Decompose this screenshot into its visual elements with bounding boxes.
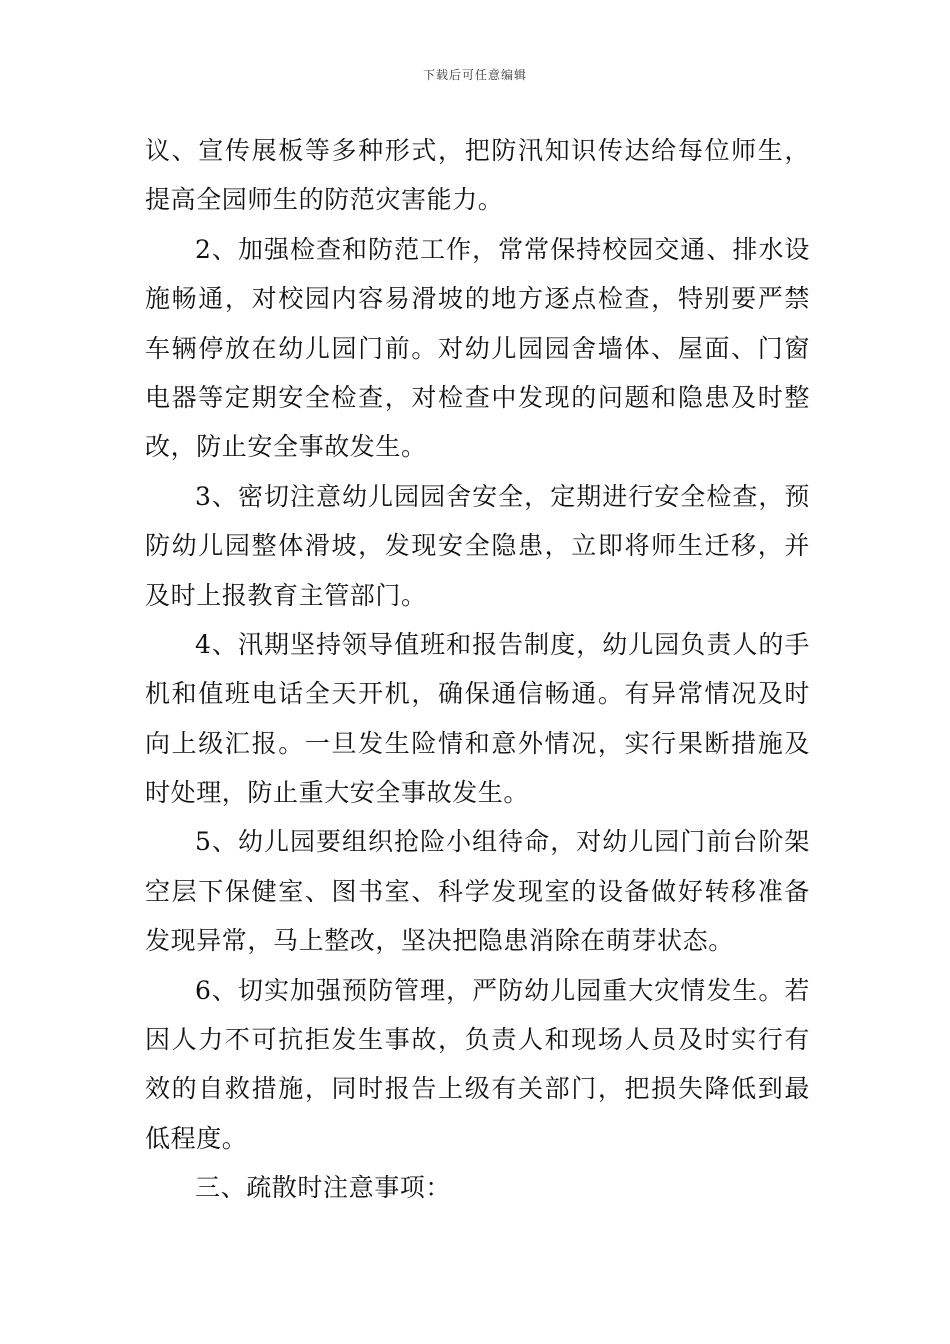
text-line: 改，防止安全事故发生。 (145, 432, 427, 462)
text-line: 三、疏散时注意事项： (195, 1173, 452, 1203)
text-line: 5、幼儿园要组织抢险小组待命，对幼儿园门前台阶架 (195, 827, 810, 857)
text-line: 低程度。 (145, 1123, 248, 1153)
text-line: 效的自救措施，同时报告上级有关部门，把损失降低到最 (145, 1074, 810, 1104)
text-line: 6、切实加强预防管理，严防幼儿园重大灾情发生。若 (195, 975, 810, 1005)
text-line: 4、汛期坚持领导值班和报告制度，幼儿园负责人的手 (195, 629, 810, 659)
document-body (145, 126, 810, 1213)
text-line: 提高全园师生的防范灾害能力。 (145, 185, 504, 215)
text-line: 因人力不可抗拒发生事故，负责人和现场人员及时实行有 (145, 1025, 810, 1055)
text-line: 防幼儿园整体滑坡，发现安全隐患，立即将师生迁移，并 (145, 531, 810, 561)
text-line: 车辆停放在幼儿园门前。对幼儿园园舍墙体、屋面、门窗 (145, 333, 810, 363)
page-header-note: 下载后可任意编辑 (422, 68, 527, 82)
text-line: 3、密切注意幼儿园园舍安全，定期进行安全检查，预 (195, 481, 810, 511)
text-line: 时处理，防止重大安全事故发生。 (145, 778, 530, 808)
text-line: 施畅通，对校园内容易滑坡的地方逐点检查，特别要严禁 (145, 284, 810, 314)
text-line: 2、加强检查和防范工作，常常保持校园交通、排水设 (195, 234, 810, 264)
text-line: 向上级汇报。一旦发生险情和意外情况，实行果断措施及 (145, 728, 810, 758)
text-line: 发现异常，马上整改，坚决把隐患消除在萌芽状态。 (145, 926, 734, 956)
text-line: 空层下保健室、图书室、科学发现室的设备做好转移准备 (145, 876, 810, 906)
text-line: 议、宣传展板等多种形式，把防汛知识传达给每位师生， (145, 136, 810, 165)
text-line: 机和值班电话全天开机，确保通信畅通。有异常情况及时 (145, 679, 810, 709)
text-line: 及时上报教育主管部门。 (145, 580, 427, 610)
text-line: 电器等定期安全检查，对检查中发现的问题和隐患及时整 (145, 382, 810, 412)
